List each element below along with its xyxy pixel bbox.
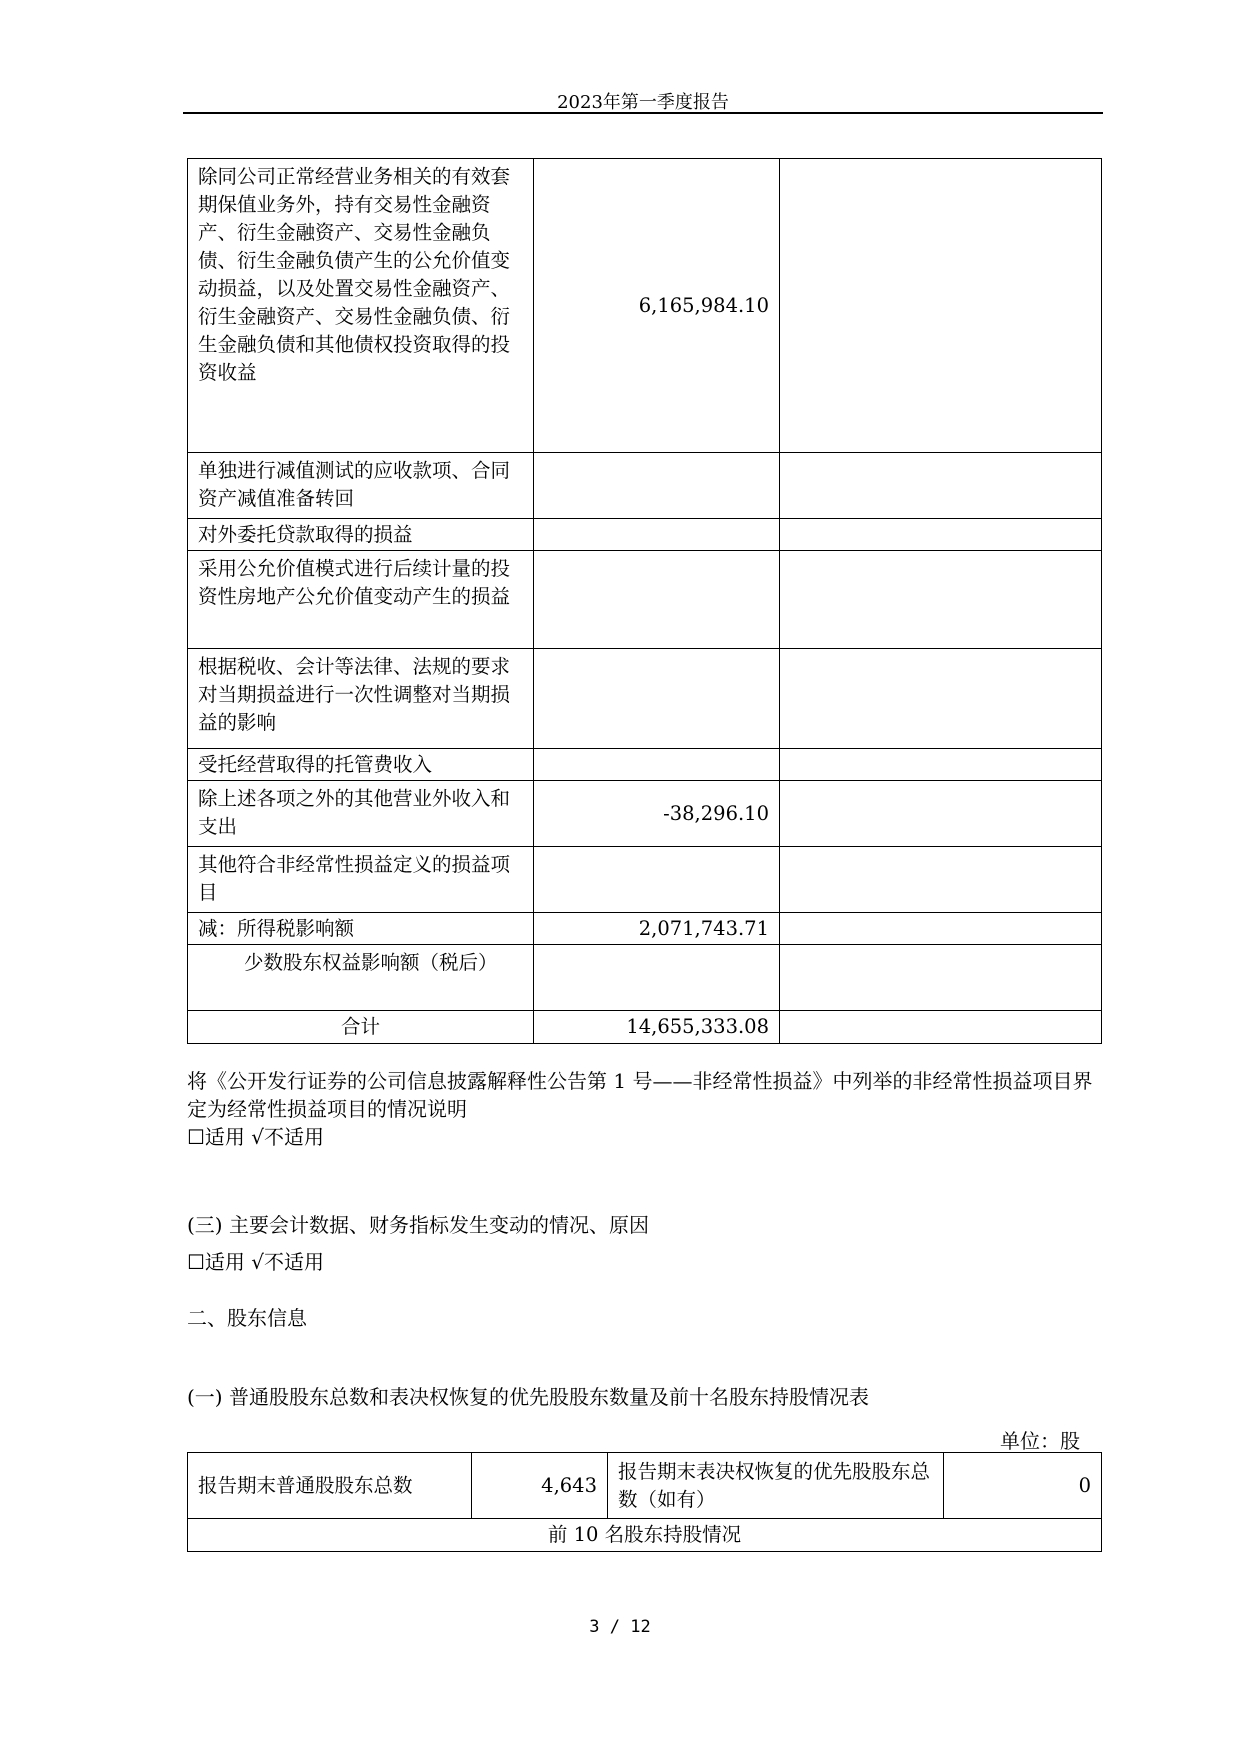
row-item: 除上述各项之外的其他营业外收入和支出 — [188, 781, 534, 847]
table-row — [188, 551, 1102, 649]
header-divider — [183, 112, 1103, 114]
row-item: 根据税收、会计等法律、法规的要求对当期损益进行一次性调整对当期损益的影响 — [188, 649, 534, 749]
row-note — [780, 1011, 1102, 1044]
row-note — [780, 749, 1102, 781]
row-note — [780, 159, 1102, 453]
applicability-checkbox: ☐适用 √不适用 — [187, 1125, 325, 1149]
common-shareholders-value: 4,643 — [472, 1453, 608, 1519]
table-row — [188, 649, 1102, 749]
table-row — [188, 453, 1102, 519]
applicability-checkbox: ☐适用 √不适用 — [187, 1250, 325, 1274]
page-header-title: 2023年第一季度报告 — [557, 92, 729, 113]
table-row — [188, 913, 1102, 945]
table-row — [188, 749, 1102, 781]
section3-title: (三) 主要会计数据、财务指标发生变动的情况、原因 — [187, 1213, 649, 1237]
row-amount — [534, 847, 780, 913]
explanation-paragraph: 将《公开发行证券的公司信息披露解释性公告第 1 号——非经常性损益》中列举的非经常性损益项目界定为经常性损益项目的情况说明 — [187, 1069, 1093, 1121]
row-amount — [534, 649, 780, 749]
row-amount: -38,296.10 — [534, 781, 780, 847]
row-note — [780, 781, 1102, 847]
section-two-1-title: (一) 普通股股东总数和表决权恢复的优先股股东数量及前十名股东持股情况表 — [187, 1385, 869, 1409]
row-note — [780, 945, 1102, 1011]
table-row-total — [188, 1011, 1102, 1044]
table-row — [188, 781, 1102, 847]
table-row — [188, 945, 1102, 1011]
table-row — [188, 519, 1102, 551]
shareholder-summary-table — [187, 1452, 1102, 1552]
unit-label: 单位：股 — [1000, 1429, 1080, 1453]
page-number: 3 / 12 — [589, 1617, 651, 1637]
row-amount — [534, 749, 780, 781]
row-item: 少数股东权益影响额（税后） — [188, 945, 534, 1011]
preferred-shareholders-value: 0 — [944, 1453, 1102, 1519]
section-two-title: 二、股东信息 — [187, 1306, 307, 1330]
common-shareholders-label: 报告期末普通股股东总数 — [188, 1453, 472, 1519]
row-amount — [534, 453, 780, 519]
row-item: 受托经营取得的托管费收入 — [188, 749, 534, 781]
row-item: 除同公司正常经营业务相关的有效套期保值业务外，持有交易性金融资产、衍生金融资产、交易性金融负债、衍生金融负债产生的公允价值变动损益，以及处置交易性金融资产、衍生金融资产、交易性金融负债、衍生金融负债和其他债权投资取得的投资收益 — [188, 159, 534, 453]
table-row — [188, 847, 1102, 913]
row-note — [780, 913, 1102, 945]
row-amount: 14,655,333.08 — [534, 1011, 780, 1044]
row-note — [780, 649, 1102, 749]
row-item: 减：所得税影响额 — [188, 913, 534, 945]
top10-title: 前 10 名股东持股情况 — [188, 1519, 1102, 1552]
row-note — [780, 847, 1102, 913]
table-row — [188, 1519, 1102, 1552]
table-row — [188, 1453, 1102, 1519]
row-amount: 2,071,743.71 — [534, 913, 780, 945]
preferred-shareholders-label: 报告期末表决权恢复的优先股股东总数（如有） — [608, 1453, 944, 1519]
row-note — [780, 551, 1102, 649]
row-item: 对外委托贷款取得的损益 — [188, 519, 534, 551]
row-item: 合计 — [188, 1011, 534, 1044]
row-item: 其他符合非经常性损益定义的损益项目 — [188, 847, 534, 913]
row-note — [780, 519, 1102, 551]
row-amount: 6,165,984.10 — [534, 159, 780, 453]
row-amount — [534, 945, 780, 1011]
row-amount — [534, 551, 780, 649]
row-amount — [534, 519, 780, 551]
non-recurring-gains-table — [187, 158, 1102, 1044]
row-item: 单独进行减值测试的应收款项、合同资产减值准备转回 — [188, 453, 534, 519]
row-item: 采用公允价值模式进行后续计量的投资性房地产公允价值变动产生的损益 — [188, 551, 534, 649]
row-note — [780, 453, 1102, 519]
table-row — [188, 159, 1102, 453]
